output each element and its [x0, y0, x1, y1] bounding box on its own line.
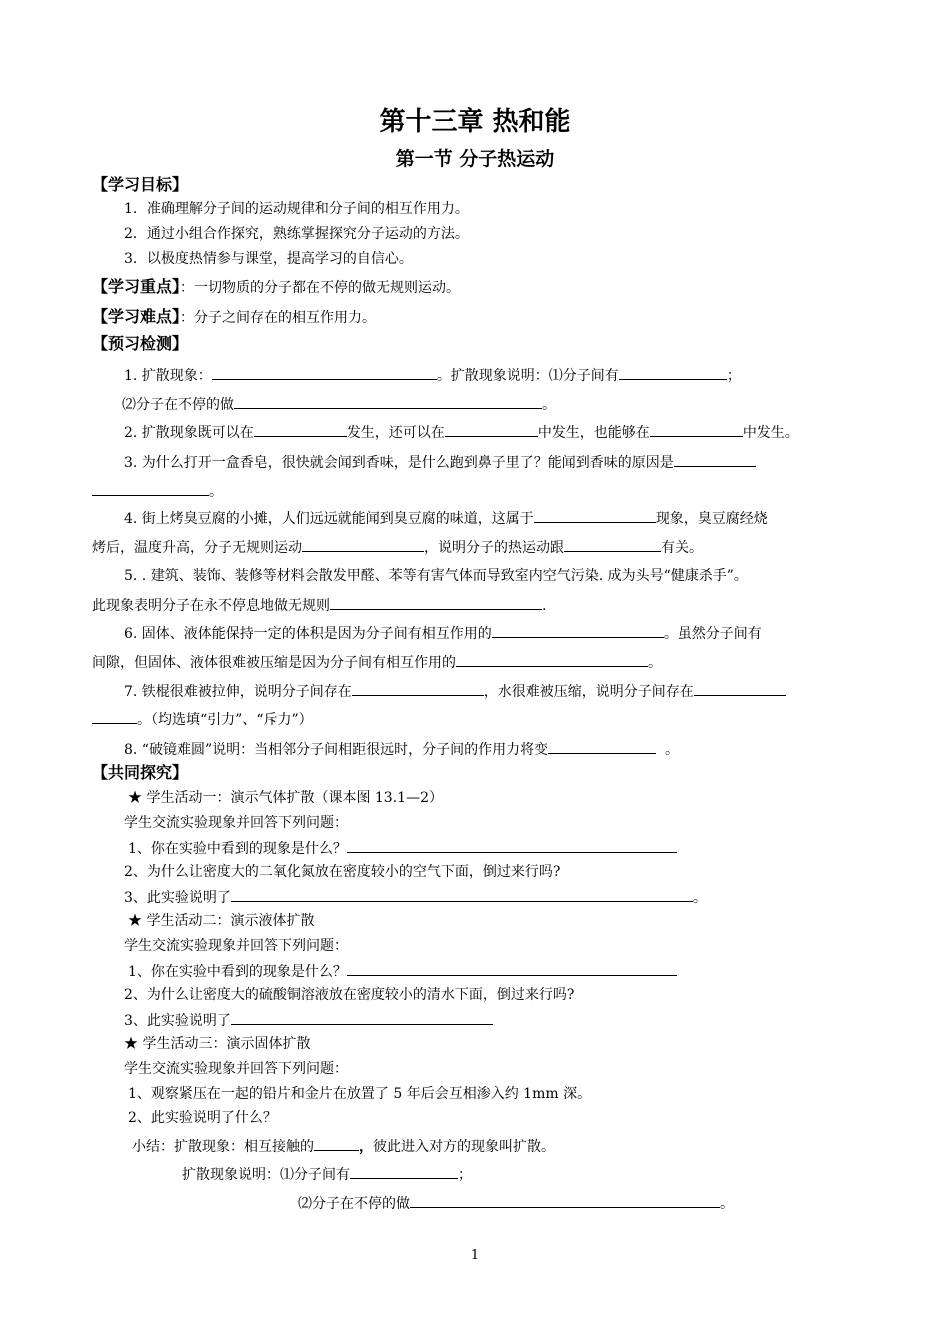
q2-text-c: 中发生，也能够在 [537, 425, 650, 441]
question-6-line-2 [92, 652, 662, 673]
goal-item-2: 2．通过小组合作探究，熟练掌握探究分子运动的方法。 [124, 226, 469, 242]
summary-text-d: 扩散现象说明：⑴分子间有 [182, 1167, 350, 1183]
q1-text-e: 。 [542, 397, 556, 413]
q1-text-c: ； [726, 368, 741, 384]
q1-text-b: 。扩散现象说明：⑴分子间有 [436, 368, 619, 384]
question-5-line-2 [92, 595, 546, 616]
a2-q3-text: 3、此实验说明了 [124, 1013, 231, 1029]
q6-text-a: 6. 固体、液体能保持一定的体积是因为分子间有相互作用的 [124, 626, 492, 642]
q1-blank-2[interactable] [619, 365, 727, 380]
page-number: 1 [470, 1248, 480, 1263]
summary-text-g: 。 [720, 1196, 734, 1212]
a2-q1-blank[interactable] [347, 961, 677, 976]
q8-blank[interactable] [548, 739, 656, 754]
activity-2-question-2: 2、为什么让密度大的硫酸铜溶液放在密度较小的清水下面，倒过来行吗? [124, 987, 575, 1003]
q5-blank[interactable] [330, 595, 542, 610]
q6-text-b: 。虽然分子间有 [663, 626, 762, 642]
question-1-line-1 [124, 365, 741, 386]
summary-blank-2[interactable] [350, 1164, 458, 1179]
goals-heading: 【学习目标】 [92, 175, 189, 194]
summary-text-a: 小结：扩散现象：相互接触的 [132, 1139, 314, 1155]
q1-text-a: 1. 扩散现象： [124, 368, 212, 384]
q7-blank-2[interactable] [694, 681, 786, 696]
activity-1-question-3 [124, 887, 707, 908]
q4-blank-2[interactable] [302, 537, 424, 552]
a1-q3-text: 3、此实验说明了 [124, 890, 231, 906]
q6-text-c: 间隙，但固体、液体很难被压缩是因为分子间有相互作用的 [92, 655, 456, 671]
q1-blank-3[interactable] [234, 394, 542, 409]
question-3-line-2 [92, 481, 223, 502]
q4-blank-3[interactable] [564, 537, 661, 552]
activity-3-title: ★ 学生活动三：演示固体扩散 [124, 1036, 311, 1052]
question-5-line-1: 5. . 建筑、装饰、装修等材料会散发甲醛、苯等有害气体而导致室内空气污染. 成为头号“健康杀手”。 [124, 568, 748, 584]
q8-text-b: 。 [665, 742, 680, 758]
activity-3-question-2: 2、此实验说明了什么？ [128, 1110, 277, 1126]
activity-1-question-2: 2、为什么让密度大的二氧化氮放在密度较小的空气下面，倒过来行吗? [124, 864, 561, 880]
activity-1-exchange: 学生交流实验现象并回答下列问题： [124, 815, 348, 831]
activity-2-question-3 [124, 1010, 493, 1031]
q7-blank-2-cont[interactable] [92, 709, 137, 724]
q2-text-d: 中发生。 [742, 425, 799, 441]
q4-text-a: 4. 街上烤臭豆腐的小摊，人们远远就能闻到臭豆腐的味道，这属于 [124, 511, 534, 527]
difficulty-line [92, 307, 376, 328]
a1-q1-text: 1、你在实验中看到的现象是什么？ [128, 841, 347, 857]
activity-3-question-1: 1、观察紧压在一起的铅片和金片在放置了 5 年后会互相渗入约 1mm 深。 [128, 1086, 592, 1102]
q8-text-a: 8. “破镜难圆”说明：当相邻分子间相距很远时，分子间的作用力将变 [124, 742, 549, 758]
summary-line-2 [182, 1164, 472, 1185]
q7-text-c: 。（均选填“引力”、“斥力”） [137, 712, 313, 728]
q4-text-c: 烤后，温度升高，分子无规则运动 [92, 540, 302, 556]
q6-blank-1[interactable] [492, 623, 664, 638]
section-subtitle: 第一节 分子热运动 [395, 148, 555, 170]
key-point-text: ：一切物质的分子都在不停的做无规则运动。 [180, 280, 461, 296]
q2-text-b: 发生，还可以在 [346, 425, 445, 441]
q4-blank-1[interactable] [534, 508, 656, 523]
q7-text-b: ，水很难被压缩，说明分子间存在 [483, 684, 694, 700]
key-point-line [92, 277, 460, 298]
q7-blank-1[interactable] [352, 681, 484, 696]
q3-text-b: 。 [209, 484, 223, 500]
a2-q3-blank[interactable] [231, 1010, 493, 1025]
summary-line-1 [132, 1136, 555, 1157]
q3-blank-2[interactable] [92, 481, 209, 496]
q3-blank-1[interactable] [674, 452, 756, 467]
q4-text-e: 有关。 [661, 540, 703, 556]
q2-blank-3[interactable] [650, 422, 743, 437]
activity-2-exchange: 学生交流实验现象并回答下列问题： [124, 938, 348, 954]
summary-text-c: 彼此进入对方的现象叫扩散。 [373, 1139, 555, 1155]
summary-comma: ， [359, 1139, 373, 1155]
activity-2-question-1 [128, 961, 677, 982]
goal-item-3: 3．以极度热情参与课堂，提高学习的自信心。 [124, 251, 413, 267]
q6-blank-2[interactable] [456, 652, 648, 667]
q3-text-a: 3. 为什么打开一盒香皂，很快就会闻到香味，是什么跑到鼻子里了？能闻到香味的原因是 [124, 455, 674, 471]
explore-heading: 【共同探究】 [92, 763, 189, 782]
q4-text-b: 现象，臭豆腐经烧 [655, 511, 768, 527]
q2-text-a: 2. 扩散现象既可以在 [124, 425, 254, 441]
question-7-line-2 [92, 709, 313, 730]
key-point-heading: 【学习重点】 [92, 277, 181, 296]
a1-q3-end: 。 [692, 890, 707, 906]
summary-text-e: ； [458, 1167, 472, 1183]
chapter-title: 第十三章 热和能 [379, 107, 571, 137]
q2-blank-1[interactable] [254, 422, 347, 437]
q5-text-b: 此现象表明分子在永不停息地做无规则 [92, 598, 330, 614]
question-6-line-1 [124, 623, 762, 644]
question-7-line-1 [124, 681, 786, 702]
question-4-line-1 [124, 508, 768, 529]
question-1-line-2 [122, 394, 556, 415]
a2-q1-text: 1、你在实验中看到的现象是什么？ [128, 964, 347, 980]
activity-1-title: ★ 学生活动一：演示气体扩散（课本图 13.1—2） [128, 790, 443, 806]
q4-text-d: ，说明分子的热运动跟 [424, 540, 564, 556]
question-3-line-1 [124, 452, 756, 473]
a1-q1-blank[interactable] [347, 838, 677, 853]
q1-blank-1[interactable] [212, 365, 437, 380]
summary-line-3 [298, 1193, 734, 1214]
difficulty-text: ：分子之间存在的相互作用力。 [180, 310, 377, 326]
q5-text-c: . [542, 598, 547, 614]
question-8 [124, 739, 679, 760]
activity-1-question-1 [128, 838, 677, 859]
summary-text-f: ⑵分子在不停的做 [298, 1196, 410, 1212]
activity-2-title: ★ 学生活动二：演示液体扩散 [128, 913, 315, 929]
question-4-line-2 [92, 537, 703, 558]
q6-text-d: 。 [648, 655, 662, 671]
summary-blank-1[interactable] [314, 1136, 359, 1151]
question-2 [124, 422, 799, 443]
goal-item-1: 1．准确理解分子间的运动规律和分子间的相互作用力。 [124, 201, 469, 217]
q1-text-d: ⑵分子在不停的做 [122, 397, 234, 413]
difficulty-heading: 【学习难点】 [92, 307, 181, 326]
summary-blank-3[interactable] [410, 1193, 720, 1208]
preview-heading: 【预习检测】 [92, 334, 189, 353]
q7-text-a: 7. 铁棍很难被拉伸，说明分子间存在 [124, 684, 352, 700]
q2-blank-2[interactable] [445, 422, 538, 437]
a1-q3-blank[interactable] [231, 887, 693, 902]
activity-3-exchange: 学生交流实验现象并回答下列问题： [124, 1061, 348, 1077]
